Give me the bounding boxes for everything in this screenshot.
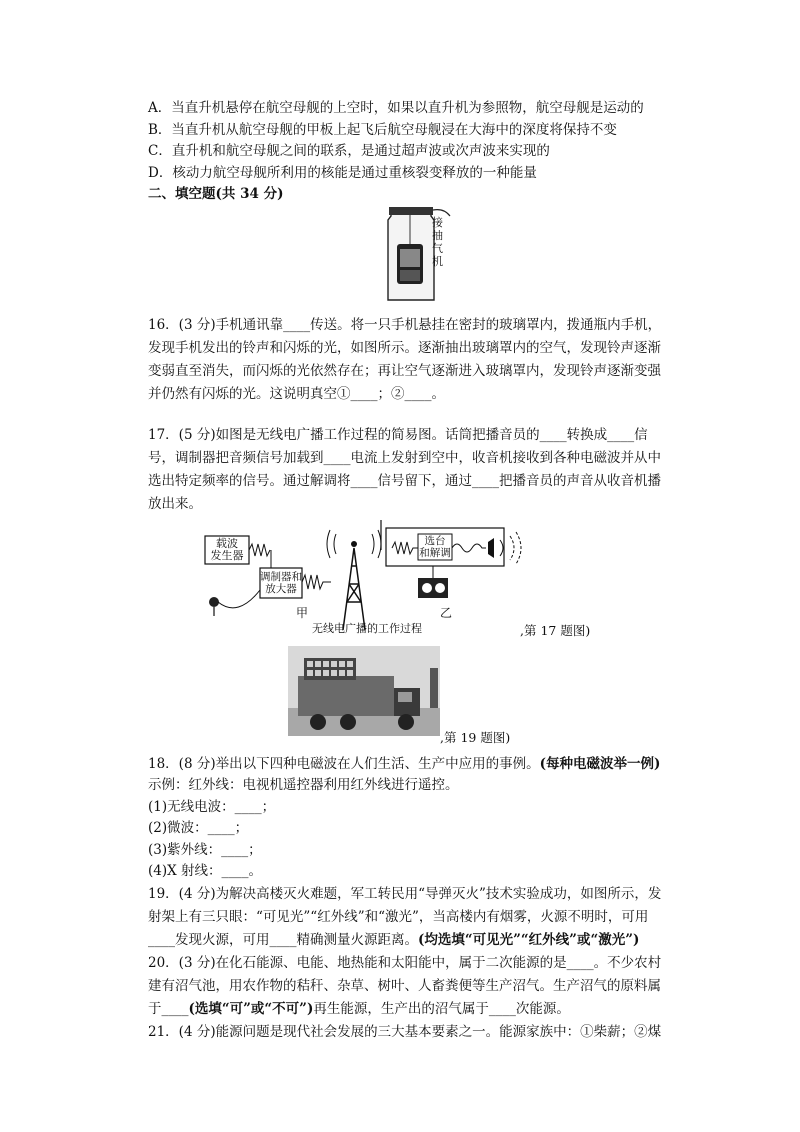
tuner-label-line: 选台 — [424, 534, 446, 547]
carrier-label-line: 载波 — [216, 536, 238, 550]
figure-19-caption: ,第 19 题图) — [440, 729, 511, 745]
option-d: D．核动力航空母舰所利用的核能是通过重核裂变释放的一种能量 — [148, 164, 537, 181]
carrier-generator-label — [205, 538, 249, 562]
question-20 — [148, 952, 668, 1021]
modulator-label-line: 放大器 — [265, 582, 297, 595]
modulator-label-line: 调制器和 — [260, 570, 302, 583]
figure-19 — [148, 644, 668, 748]
option-c: C．直升机和航空母舰之间的联系，是通过超声波或次声波来实现的 — [148, 143, 550, 159]
question-19 — [148, 883, 668, 952]
exam-page — [148, 98, 668, 1044]
q18-item-3: (3)紫外线：____； — [148, 841, 262, 858]
q18-item-4: (4)X 射线：____。 — [148, 863, 263, 879]
q18-example: 示例：红外线：电视机遥控器利用红外线进行遥控。 — [148, 777, 459, 793]
question-17: 17．(5 分)如图是无线电广播工作过程的简易图。话筒把播音员的____转换成____信号，调制器把音频信号加载到____电流上发射到空中，收音机接收到各种电磁波并从中选出特定频率的信号。通过解调将____信号留下，通过____把播音员的声音从收音机播放出来。 — [148, 426, 661, 512]
question-16: 16．(3 分)手机通讯靠____传送。将一只手机悬挂在密封的玻璃罩内，拨通瓶内手机，发现手机发出的铃声和闪烁的光，如图所示。逐渐抽出玻璃罩内的空气，发现铃声逐渐变弱直至消失，而闪烁的光依然存在；再让空气逐渐进入玻璃罩内，发现铃声逐渐变强并仍然有闪烁的光。这说明真空①____；②____。 — [148, 316, 662, 402]
option-a: A．当直升机悬停在航空母舰的上空时，如果以直升机为参照物，航空母舰是运动的 — [148, 100, 644, 116]
fig16-label-char: 接 — [432, 215, 443, 229]
fig16-label — [432, 216, 446, 268]
q20-text-b: 再生能源，生产出的沼气属于____次能源。 — [313, 1000, 570, 1017]
q18-item-2: (2)微波：____； — [148, 820, 249, 836]
fig16-label-char: 气 — [432, 241, 443, 255]
q19-hint: (均选填“可见光”“红外线”或“激光”) — [418, 931, 640, 948]
q19-text: 19．(4 分)为解决高楼灭火难题，军工转民用“导弹灭火”技术实验成功，如图所示，发射架上有三只眼：“可见光”“红外线”和“激光”，当高楼内有烟雾，火源不明时，可用____发现火源，可用____精确测量火源距离。 — [148, 885, 662, 948]
q18-stem-text: 18．(8 分)举出以下四种电磁波在人们生活、生产中应用的事例。 — [148, 755, 540, 772]
carrier-label-line: 发生器 — [210, 548, 244, 562]
fig16-label-char: 抽 — [432, 228, 443, 242]
fig16-label-char: 机 — [432, 254, 443, 268]
figure-16 — [148, 206, 668, 302]
label-jia: 甲 — [296, 605, 309, 620]
option-b: B．当直升机从航空母舰的甲板上起飞后航空母舰浸在大海中的深度将保持不变 — [148, 121, 617, 138]
option-list — [148, 98, 668, 184]
figure-17-caption: ,第 17 题图) — [520, 622, 591, 638]
modulator-label — [260, 571, 302, 595]
tuner-label — [418, 535, 452, 559]
diagram-title: 无线电广播的工作过程 — [312, 621, 422, 635]
tuner-label-line: 和解调 — [419, 546, 451, 559]
figure-17 — [148, 520, 668, 638]
question-18-stem — [148, 754, 668, 776]
q20-hint: (选填“可”或“不可”) — [188, 1000, 314, 1017]
bell-jar-illustration — [148, 206, 668, 302]
question-21: 21．(4 分)能源问题是现代社会发展的三大基本要素之一。能源家族中：①柴薪；②煤 — [148, 1023, 662, 1040]
label-yi: 乙 — [440, 605, 453, 620]
q18-item-1: (1)无线电波：____； — [148, 798, 276, 815]
q18-stem-hint: (每种电磁波举一例) — [539, 755, 661, 772]
section-title: 二、填空题(共 34 分) — [148, 186, 284, 202]
q20-text-a: 20．(3 分)在化石能源、电能、地热能和太阳能中，属于二次能源的是____。不少农村建有沼气池，用农作物的秸秆、杂草、树叶、人畜粪便等生产沼气。生产沼气的原料属于____ — [148, 954, 662, 1017]
fire-truck-photo — [148, 644, 668, 748]
